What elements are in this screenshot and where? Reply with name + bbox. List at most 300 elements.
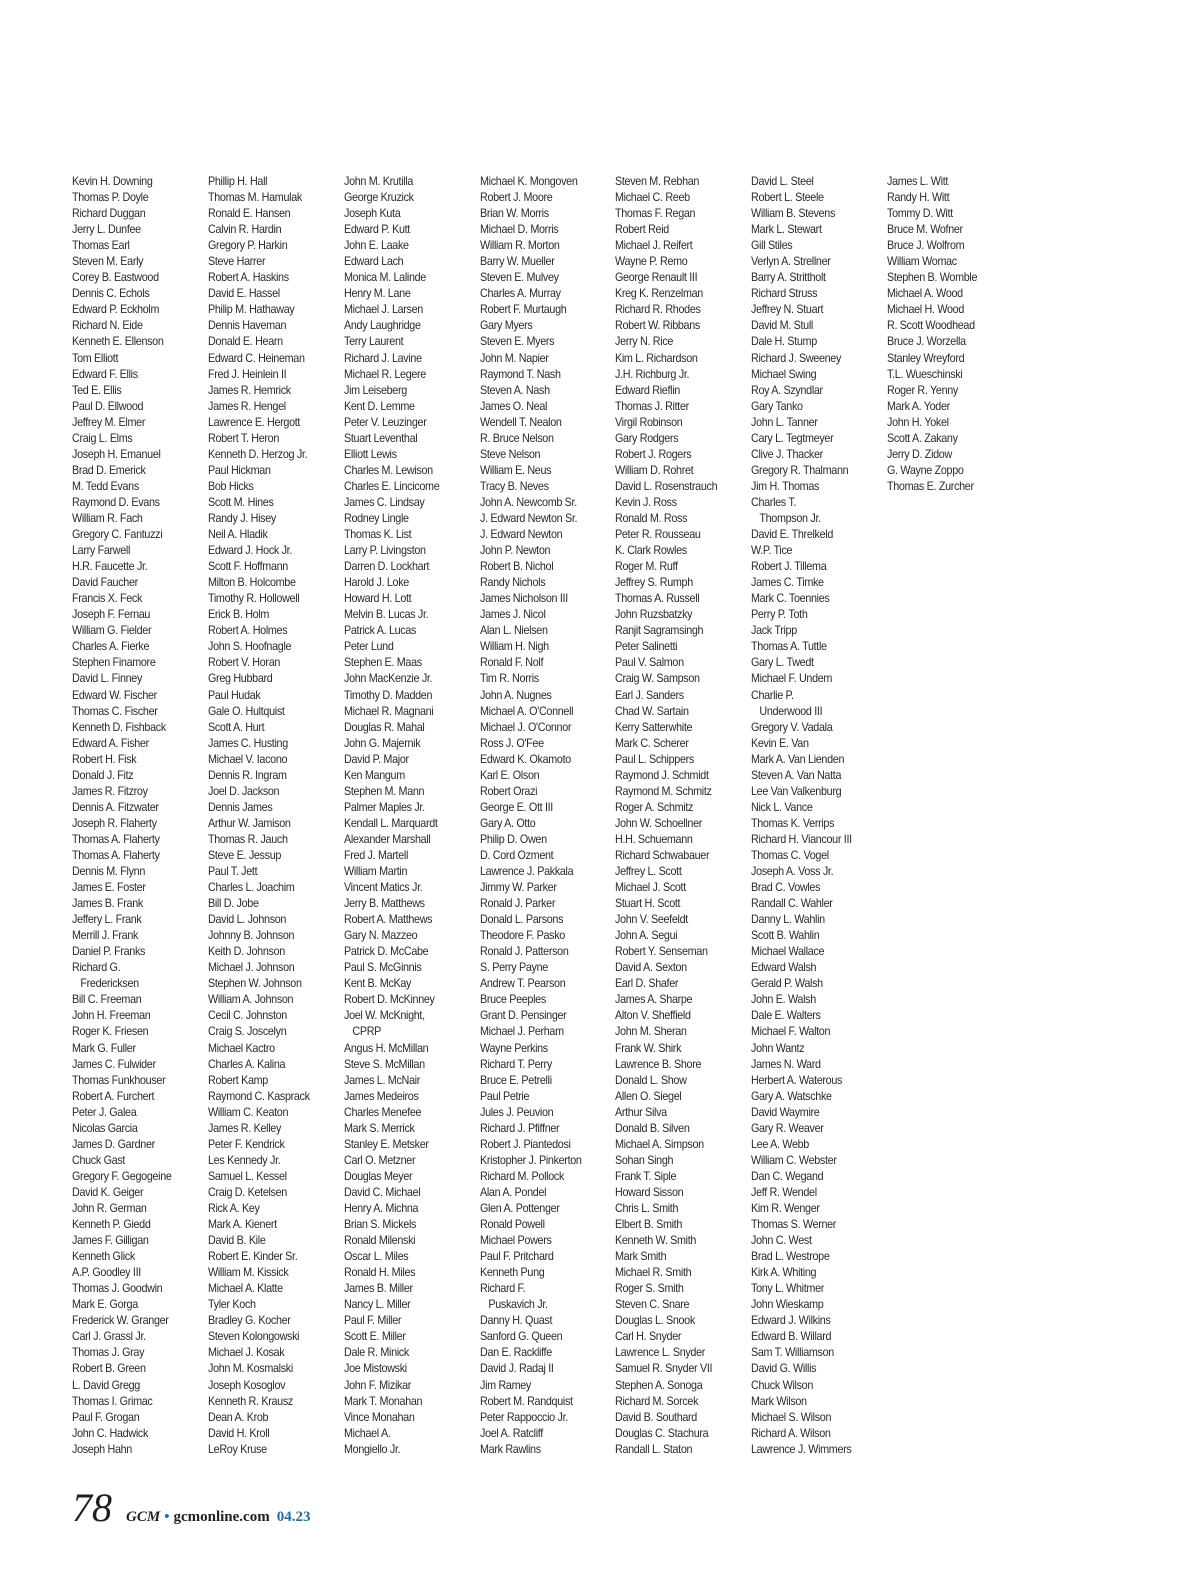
name-entry: Roger R. Yenny xyxy=(887,383,958,397)
name-entry: Rick A. Key xyxy=(208,1202,260,1215)
name-entry: Fred J. Heinlein II xyxy=(208,367,287,381)
name-column xyxy=(751,174,883,1458)
name-entry: David L. Johnson xyxy=(208,913,287,927)
name-entry: Jeff R. Wendel xyxy=(751,1185,817,1199)
name-entry: Barry A. Strittholt xyxy=(751,271,826,285)
name-entry: Mark G. Fuller xyxy=(72,1041,136,1055)
name-entry: Kirk A. Whiting xyxy=(751,1266,817,1280)
name-entry: Carl J. Grassl Jr. xyxy=(72,1330,146,1344)
name-entry: Mark E. Gorga xyxy=(72,1298,138,1312)
name-entry: Robert B. Green xyxy=(72,1362,146,1376)
name-entry: Ronald M. Ross xyxy=(615,511,688,525)
name-entry: Stanley Wreyford xyxy=(887,351,965,365)
name-entry: Peter Rappoccio Jr. xyxy=(480,1410,568,1424)
name-entry: Donald J. Fitz xyxy=(72,768,134,782)
name-entry: Grant D. Pensinger xyxy=(480,1009,567,1023)
name-entry: Jim H. Thomas xyxy=(751,479,820,493)
name-entry: Howard Sisson xyxy=(615,1185,684,1199)
name-entry: Charles A. Murray xyxy=(480,287,561,301)
name-entry: David E. Hassel xyxy=(208,287,280,301)
name-entry: Corey B. Eastwood xyxy=(72,271,159,285)
name-entry: Donald L. Show xyxy=(615,1073,687,1087)
name-entry: Steven C. Snare xyxy=(615,1298,690,1312)
name-entry: James R. Fitzroy xyxy=(72,784,148,798)
name-entry: Neil A. Hladik xyxy=(208,528,268,542)
name-entry: Earl J. Sanders xyxy=(615,688,684,702)
name-entry: Thomas A. Tuttle xyxy=(751,640,827,654)
name-entry: Lawrence B. Shore xyxy=(615,1057,702,1071)
name-entry: Roy A. Szyndlar xyxy=(751,383,823,397)
website-link[interactable]: gcmonline.com xyxy=(173,1509,270,1525)
name-entry: Merrill J. Frank xyxy=(72,929,139,943)
name-entry: Philip M. Hathaway xyxy=(208,303,295,317)
name-entry: Kenneth R. Krausz xyxy=(208,1394,293,1408)
name-entry: Ross J. O'Fee xyxy=(480,736,544,750)
name-entry: Danny L. Wahlin xyxy=(751,913,825,927)
name-entry: Dennis Haveman xyxy=(208,319,287,333)
name-entry: Kenneth D. Fishback xyxy=(72,720,166,734)
name-entry: R. Scott Woodhead xyxy=(887,319,975,333)
name-entry: Richard J. Lavine xyxy=(344,351,422,365)
name-entry: Gerald P. Walsh xyxy=(751,977,823,991)
name-entry: Cary L. Tegtmeyer xyxy=(751,431,834,445)
name-entry: Thomas J. Ritter xyxy=(615,399,689,413)
name-entry: Gregory F. Gegogeine xyxy=(72,1169,172,1183)
name-entry: James Nicholson III xyxy=(480,592,568,606)
name-entry: Bill C. Freeman xyxy=(72,993,142,1007)
name-entry: Jim Leiseberg xyxy=(344,383,407,397)
name-entry: Charles M. Lewison xyxy=(344,463,433,477)
name-entry: Elbert B. Smith xyxy=(615,1218,683,1232)
name-entry: Scott E. Miller xyxy=(344,1330,406,1344)
name-entry: Johnny B. Johnson xyxy=(208,929,295,943)
name-entry: Frank W. Shirk xyxy=(615,1041,682,1055)
name-entry: Edward A. Fisher xyxy=(72,736,149,750)
name-entry: Phillip H. Hall xyxy=(208,175,268,188)
name-entry: Donald B. Silven xyxy=(615,1121,690,1135)
name-entry: Keith D. Johnson xyxy=(208,945,285,959)
name-entry: Joe Mistowski xyxy=(344,1362,407,1376)
name-entry: Edward Walsh xyxy=(751,961,817,975)
name-entry: Vince Monahan xyxy=(344,1410,415,1424)
page-number: 78 xyxy=(72,1485,112,1530)
name-entry: Carl O. Metzner xyxy=(344,1153,416,1167)
name-entry: Steve E. Jessup xyxy=(208,848,282,862)
name-entry: Dale H. Stump xyxy=(751,335,817,349)
name-entry: Jimmy W. Parker xyxy=(480,881,557,895)
name-entry: Paul T. Jett xyxy=(208,865,258,879)
name-entry: Stephen M. Mann xyxy=(344,784,425,798)
name-entry: Stephen B. Womble xyxy=(887,271,978,285)
name-entry: Bruce E. Petrelli xyxy=(480,1073,552,1087)
name-entry: James O. Neal xyxy=(480,399,548,413)
name-entry: Mark C. Toennies xyxy=(751,592,830,606)
name-entry: William G. Fielder xyxy=(72,624,152,638)
name-entry: Richard Schwabauer xyxy=(615,848,710,862)
name-entry: Erick B. Holm xyxy=(208,608,270,622)
name-entry: Michael J. Perham xyxy=(480,1025,564,1039)
name-entry: Jeffery L. Frank xyxy=(72,913,142,927)
name-entry: Michael A. xyxy=(344,1426,391,1440)
name-entry: Virgil Robinson xyxy=(615,415,683,429)
name-entry: Ted E. Ellis xyxy=(72,383,122,397)
name-entry: Robert J. Piantedosi xyxy=(480,1137,571,1151)
name-entry: Michael J. O'Connor xyxy=(480,720,572,734)
name-entry: Tim R. Norris xyxy=(480,672,539,686)
name-entry: Patrick D. McCabe xyxy=(344,945,429,959)
name-entry: Richard J. Sweeney xyxy=(751,351,842,365)
name-entry: David P. Major xyxy=(344,752,409,766)
name-entry: Dale E. Walters xyxy=(751,1009,821,1023)
name-entry: Michael R. Magnani xyxy=(344,704,434,718)
name-entry: Palmer Maples Jr. xyxy=(344,800,425,814)
name-entry: Douglas C. Stachura xyxy=(615,1426,709,1440)
issue-date: 04.23 xyxy=(276,1509,311,1525)
name-entry: Theodore F. Pasko xyxy=(480,929,565,943)
name-entry: Paul F. Grogan xyxy=(72,1410,140,1424)
name-entry: Robert A. Holmes xyxy=(208,624,288,638)
name-entry: Carl H. Snyder xyxy=(615,1330,682,1344)
name-entry: Terry Laurent xyxy=(344,335,404,349)
name-entry: Robert J. Tillema xyxy=(751,560,827,574)
name-entry: Puskavich Jr. xyxy=(488,1298,548,1312)
name-entry: Lee A. Webb xyxy=(751,1137,809,1151)
name-entry: Samuel L. Kessel xyxy=(208,1169,287,1183)
name-entry: Mark L. Stewart xyxy=(751,223,822,237)
name-entry: Mark Smith xyxy=(615,1250,667,1264)
name-entry: William B. Stevens xyxy=(751,207,836,221)
name-entry: Scott B. Wahlin xyxy=(751,929,820,943)
name-entry: Gregory R. Thalmann xyxy=(751,463,849,477)
name-entry: David M. Stull xyxy=(751,319,813,333)
name-entry: Kent B. McKay xyxy=(344,977,412,991)
name-entry: Robert J. Moore xyxy=(480,191,553,205)
name-entry: Stephen A. Sonoga xyxy=(615,1378,703,1392)
name-entry: Craig S. Joscelyn xyxy=(208,1025,287,1039)
name-entry: Thomas K. List xyxy=(344,528,412,542)
name-entry: Kenneth D. Herzog Jr. xyxy=(208,447,308,461)
name-entry: Scott F. Hoffmann xyxy=(208,560,288,574)
name-entry: George Renault III xyxy=(615,271,698,285)
name-entry: Steve Harrer xyxy=(208,255,266,269)
name-entry: Harold J. Loke xyxy=(344,576,409,590)
name-entry: Stephen W. Johnson xyxy=(208,977,302,991)
name-entry: Kenneth P. Giedd xyxy=(72,1218,151,1232)
name-entry: Robert A. Haskins xyxy=(208,271,289,285)
name-entry: Vincent Matics Jr. xyxy=(344,881,423,895)
name-entry: Thomas M. Hamulak xyxy=(208,191,302,205)
name-entry: David J. Radaj II xyxy=(480,1362,554,1376)
name-entry: Michael A. Klatte xyxy=(208,1282,283,1296)
name-entry: Michael A. Simpson xyxy=(615,1137,704,1151)
name-entry: John H. Yokel xyxy=(887,415,949,429)
name-entry: Jerry L. Dunfee xyxy=(72,223,141,237)
name-entry: Michael R. Smith xyxy=(615,1266,692,1280)
name-entry: J. Edward Newton Sr. xyxy=(480,511,578,525)
name-entry: Howard H. Lott xyxy=(344,592,412,606)
name-entry: Michael J. Johnson xyxy=(208,961,295,975)
name-entry: Steven A. Nash xyxy=(480,383,550,397)
name-entry: John C. Hadwick xyxy=(72,1426,149,1440)
name-entry: J.H. Richburg Jr. xyxy=(615,367,690,381)
name-entry: Robert M. Randquist xyxy=(480,1394,573,1408)
name-entry: John M. Sheran xyxy=(615,1025,687,1039)
name-entry: Kenneth E. Ellenson xyxy=(72,335,164,349)
name-entry: Douglas L. Snook xyxy=(615,1314,695,1328)
name-entry: Edward C. Heineman xyxy=(208,351,305,365)
name-entry: Alton V. Sheffield xyxy=(615,1009,691,1023)
name-entry: Joseph Kuta xyxy=(344,207,401,221)
name-entry: David H. Kroll xyxy=(208,1426,270,1440)
name-entry: Wayne Perkins xyxy=(480,1041,548,1055)
name-entry: Herbert A. Waterous xyxy=(751,1073,843,1087)
name-entry: G. Wayne Zoppo xyxy=(887,463,964,477)
name-entry: Richard G. xyxy=(72,961,121,975)
name-entry: Edward Lach xyxy=(344,255,404,269)
name-entry: Brad L. Westrope xyxy=(751,1250,830,1264)
name-entry: Peter Salinetti xyxy=(615,640,678,654)
name-entry: Alan L. Nielsen xyxy=(480,624,548,638)
name-entry: David Faucher xyxy=(72,576,138,590)
name-entry: Ranjit Sagramsingh xyxy=(615,624,704,638)
name-entry: Fredericksen xyxy=(80,977,139,991)
name-entry: Michael F. Undem xyxy=(751,672,833,686)
name-entry: John MacKenzie Jr. xyxy=(344,672,433,686)
name-entry: Monica M. Lalinde xyxy=(344,271,426,285)
name-entry: David E. Threlkeld xyxy=(751,528,834,542)
name-column xyxy=(480,174,612,1458)
name-entry: Richard H. Viancour III xyxy=(751,832,852,846)
name-entry: James B. Miller xyxy=(344,1282,413,1296)
name-entry: Kendall L. Marquardt xyxy=(344,816,438,830)
name-entry: Henry A. Michna xyxy=(344,1202,419,1215)
name-entry: John W. Schoellner xyxy=(615,816,703,830)
name-entry: Donald L. Parsons xyxy=(480,913,564,927)
name-entry: John M. Krutilla xyxy=(344,175,414,188)
name-entry: Donald E. Hearn xyxy=(208,335,283,349)
name-entry: Dennis M. Flynn xyxy=(72,865,146,879)
name-entry: J. Edward Newton xyxy=(480,528,563,542)
name-entry: Richard F. xyxy=(480,1282,526,1296)
name-entry: Tony L. Whitmer xyxy=(751,1282,825,1296)
name-entry: William C. Keaton xyxy=(208,1105,289,1119)
name-entry: Bruce M. Wofner xyxy=(887,223,963,237)
name-entry: Dean A. Krob xyxy=(208,1410,269,1424)
name-entry: Raymond D. Evans xyxy=(72,495,160,509)
name-entry: Francis X. Feck xyxy=(72,592,143,606)
name-entry: Richard T. Perry xyxy=(480,1057,552,1071)
name-entry: Jeffrey N. Stuart xyxy=(751,303,824,317)
name-entry: Andy Laughridge xyxy=(344,319,421,333)
name-entry: James J. Nicol xyxy=(480,608,546,622)
name-entry: Michael H. Wood xyxy=(887,303,965,317)
name-entry: John M. Kosmalski xyxy=(208,1362,293,1376)
name-entry: Roger M. Ruff xyxy=(615,560,678,574)
name-entry: William M. Kissick xyxy=(208,1266,289,1280)
name-entry: Arthur W. Jamison xyxy=(208,816,291,830)
name-entry: Steven Kolongowski xyxy=(208,1330,300,1344)
name-entry: Oscar L. Miles xyxy=(344,1250,409,1264)
name-entry: David L. Finney xyxy=(72,672,143,686)
name-entry: Timothy R. Hollowell xyxy=(208,592,300,606)
name-entry: John A. Nugnes xyxy=(480,688,552,702)
name-entry: Kenneth W. Smith xyxy=(615,1234,697,1248)
name-entry: Mark Rawlins xyxy=(480,1442,541,1456)
name-entry: Raymond T. Nash xyxy=(480,367,561,381)
name-entry: Cecil C. Johnston xyxy=(208,1009,287,1023)
name-entry: Allen O. Siegel xyxy=(615,1089,682,1103)
name-entry: Dennis C. Echols xyxy=(72,287,150,301)
name-entry: Richard Duggan xyxy=(72,207,146,221)
name-entry: Robert F. Murtaugh xyxy=(480,303,567,317)
name-entry: Charles A. Kalina xyxy=(208,1057,286,1071)
name-entry: Kevin H. Downing xyxy=(72,175,153,188)
name-entry: Paul V. Salmon xyxy=(615,656,684,670)
name-entry: Douglas R. Mahal xyxy=(344,720,425,734)
name-entry: Mark S. Merrick xyxy=(344,1121,415,1135)
name-entry: Michael A. Wood xyxy=(887,287,963,301)
name-entry: Perry P. Toth xyxy=(751,608,808,622)
name-entry: Peter R. Rousseau xyxy=(615,528,701,542)
name-entry: T.L. Wueschinski xyxy=(887,367,963,381)
name-entry: John V. Seefeldt xyxy=(615,913,688,927)
name-entry: Jerry N. Rice xyxy=(615,335,674,349)
name-entry: John Wieskamp xyxy=(751,1298,824,1312)
name-entry: Randall C. Wahler xyxy=(751,897,833,911)
name-entry: Kevin J. Ross xyxy=(615,495,677,509)
name-entry: Scott M. Hines xyxy=(208,495,274,509)
name-entry: Sam T. Williamson xyxy=(751,1346,834,1360)
name-entry: James C. Lindsay xyxy=(344,495,425,509)
name-entry: Thomas Earl xyxy=(72,239,130,253)
name-entry: Jerry B. Matthews xyxy=(344,897,425,911)
name-entry: John P. Newton xyxy=(480,544,551,558)
name-entry: Thomas S. Werner xyxy=(751,1218,837,1232)
name-entry: Michael J. Larsen xyxy=(344,303,423,317)
name-entry: William A. Johnson xyxy=(208,993,294,1007)
name-entry: Lawrence L. Snyder xyxy=(615,1346,706,1360)
name-entry: Roger S. Smith xyxy=(615,1282,684,1296)
name-entry: LeRoy Kruse xyxy=(208,1442,267,1456)
name-entry: Calvin R. Hardin xyxy=(208,223,282,237)
name-entry: Bradley G. Kocher xyxy=(208,1314,291,1328)
name-entry: Scott A. Hurt xyxy=(208,720,265,734)
name-entry: Ronald Milenski xyxy=(344,1234,416,1248)
name-entry: James C. Timke xyxy=(751,576,824,590)
name-entry: Larry P. Livingston xyxy=(344,544,426,558)
name-entry: Randy H. Witt xyxy=(887,191,950,205)
name-entry: Robert A. Matthews xyxy=(344,913,433,927)
name-entry: David C. Michael xyxy=(344,1185,421,1199)
name-entry: Thomas J. Goodwin xyxy=(72,1282,163,1296)
name-entry: Gregory V. Vadala xyxy=(751,720,833,734)
name-entry: Kenneth Glick xyxy=(72,1250,135,1264)
name-entry: William Womac xyxy=(887,255,957,269)
name-entry: Danny H. Quast xyxy=(480,1314,553,1328)
name-entry: Chad W. Sartain xyxy=(615,704,689,718)
name-entry: Les Kennedy Jr. xyxy=(208,1153,281,1167)
name-entry: Mark A. Yoder xyxy=(887,399,950,413)
footer-text xyxy=(126,1509,310,1526)
name-entry: James R. Hengel xyxy=(208,399,286,413)
name-entry: Kevin E. Van xyxy=(751,736,809,750)
name-entry: James D. Gardner xyxy=(72,1137,155,1151)
name-entry: K. Clark Rowles xyxy=(615,544,687,558)
name-entry: Michael Swing xyxy=(751,367,817,381)
name-entry: James B. Frank xyxy=(72,897,143,911)
name-entry: Mark A. Kienert xyxy=(208,1218,277,1232)
name-entry: Sohan Singh xyxy=(615,1153,674,1167)
name-entry: David G. Willis xyxy=(751,1362,817,1376)
name-entry: Steven M. Rebhan xyxy=(615,175,700,188)
name-entry: Wendell T. Nealon xyxy=(480,415,562,429)
name-entry: David B. Kile xyxy=(208,1234,266,1248)
name-entry: Frank T. Siple xyxy=(615,1169,677,1183)
name-entry: Charles A. Fierke xyxy=(72,640,150,654)
name-entry: George E. Ott III xyxy=(480,800,553,814)
name-entry: L. David Gregg xyxy=(72,1378,140,1392)
name-entry: John A. Newcomb Sr. xyxy=(480,495,577,509)
name-entry: Philip D. Owen xyxy=(480,832,547,846)
name-entry: Andrew T. Pearson xyxy=(480,977,566,991)
name-entry: Peter Lund xyxy=(344,640,394,654)
name-entry: Raymond J. Schmidt xyxy=(615,768,709,782)
name-entry: David Waymire xyxy=(751,1105,820,1119)
name-entry: John R. German xyxy=(72,1202,147,1215)
name-entry: Robert J. Rogers xyxy=(615,447,692,461)
name-entry: Steve S. McMillan xyxy=(344,1057,425,1071)
name-entry: Michael C. Reeb xyxy=(615,191,690,205)
name-entry: Thomas A. Flaherty xyxy=(72,832,160,846)
name-entry: Robert B. Nichol xyxy=(480,560,554,574)
name-entry: Fred J. Martell xyxy=(344,848,409,862)
name-entry: Ken Mangum xyxy=(344,768,405,782)
name-entry: Mark T. Monahan xyxy=(344,1394,423,1408)
name-entry: Charles E. Lincicome xyxy=(344,479,440,493)
name-entry: Thomas R. Jauch xyxy=(208,832,288,846)
name-entry: Douglas Meyer xyxy=(344,1169,413,1183)
name-entry: A.P. Goodley III xyxy=(72,1266,141,1280)
name-entry: George Kruzick xyxy=(344,191,414,205)
name-entry: James N. Ward xyxy=(751,1057,821,1071)
name-entry: Nick L. Vance xyxy=(751,800,813,814)
name-entry: James L. McNair xyxy=(344,1073,421,1087)
name-entry: Gale O. Hultquist xyxy=(208,704,285,718)
name-entry: John G. Majernik xyxy=(344,736,421,750)
name-entry: Rodney Lingle xyxy=(344,511,409,525)
name-entry: James A. Sharpe xyxy=(615,993,693,1007)
name-entry: Nicolas Garcia xyxy=(72,1121,138,1135)
name-entry: Underwood III xyxy=(759,704,823,718)
name-entry: Greg Hubbard xyxy=(208,672,273,686)
name-entry: Robert Orazi xyxy=(480,784,538,798)
name-column xyxy=(344,174,476,1458)
name-entry: Paul F. Miller xyxy=(344,1314,402,1328)
name-entry: Thomas I. Grimac xyxy=(72,1394,153,1408)
name-entry: James F. Gilligan xyxy=(72,1234,149,1248)
name-entry: Henry M. Lane xyxy=(344,287,411,301)
name-entry: Steven E. Mulvey xyxy=(480,271,559,285)
name-entry: Stephen E. Maas xyxy=(344,656,422,670)
name-entry: John E. Laake xyxy=(344,239,409,253)
name-entry: Gregory P. Harkin xyxy=(208,239,288,253)
name-entry: Joseph A. Voss Jr. xyxy=(751,865,834,879)
name-entry: Kim L. Richardson xyxy=(615,351,698,365)
name-entry: Jeffrey S. Rumph xyxy=(615,576,693,590)
name-entry: Bruce Peeples xyxy=(480,993,546,1007)
name-entry: Ronald F. Nolf xyxy=(480,656,544,670)
name-entry: Lee Van Valkenburg xyxy=(751,784,842,798)
